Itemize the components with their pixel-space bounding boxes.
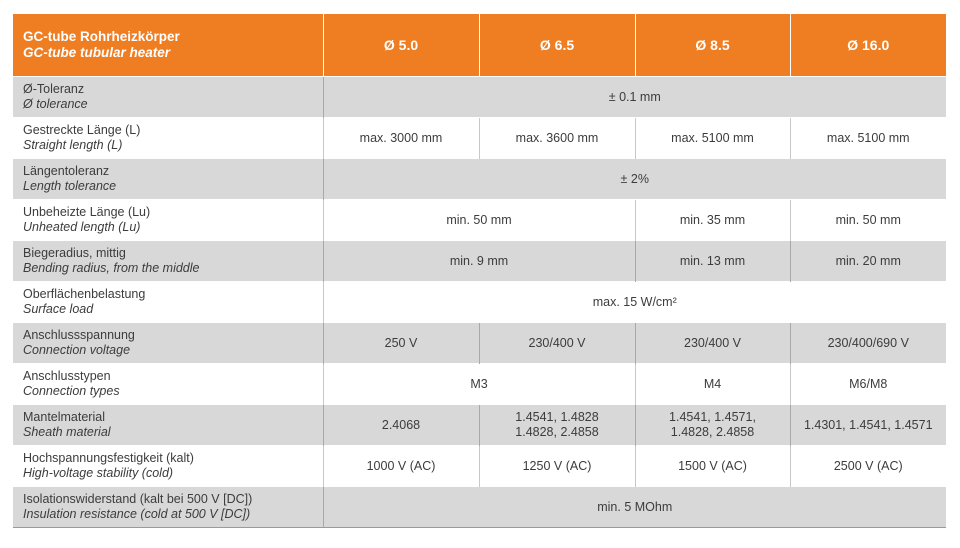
row-label-en: Sheath material: [23, 425, 111, 439]
row-label-de: Unbeheizte Länge (Lu): [23, 205, 151, 219]
table-cell: min. 5 MOhm: [323, 487, 946, 528]
table-cell: ± 2%: [323, 159, 946, 200]
row-label-en: Connection voltage: [23, 343, 131, 357]
table-cell: min. 9 mm: [323, 241, 635, 282]
table-cell: max. 3000 mm: [323, 118, 479, 159]
cell-line: 1.4541, 1.4828: [515, 410, 599, 424]
row-label-de: Mantelmaterial: [23, 410, 105, 424]
table-cell: max. 3600 mm: [479, 118, 635, 159]
table-row: [13, 364, 946, 405]
table-cell: [635, 405, 790, 446]
cell-line: 1.4828, 2.4858: [670, 425, 755, 439]
table-cell: 1250 V (AC): [479, 446, 635, 487]
row-label-en: Connection types: [23, 384, 120, 398]
row-label-de: Biegeradius, mittig: [23, 246, 126, 260]
table-cell: min. 50 mm: [323, 200, 635, 241]
row-label-en: Unheated length (Lu): [23, 220, 141, 234]
row-label-en: Insulation resistance (cold at 500 V [DC]): [23, 507, 251, 521]
row-label-de: Längentoleranz: [23, 164, 110, 178]
table-cell: min. 35 mm: [635, 200, 790, 241]
header-diameter: Ø 8.5: [635, 14, 790, 77]
table-cell: 2500 V (AC): [790, 446, 946, 487]
row-label-en: Ø tolerance: [23, 97, 88, 111]
row-label: [13, 446, 323, 487]
table-cell: ± 0.1 mm: [323, 77, 946, 118]
row-label-en: Straight length (L): [23, 138, 123, 152]
row-label: [13, 241, 323, 282]
table-cell: max. 15 W/cm²: [323, 282, 946, 323]
row-label: [13, 282, 323, 323]
table-cell: 230/400 V: [635, 323, 790, 364]
table-cell: M3: [323, 364, 635, 405]
header-row: [13, 14, 946, 77]
table-row: [13, 200, 946, 241]
table-row: [13, 159, 946, 200]
row-label-de: Isolationswiderstand (kalt bei 500 V [DC]): [23, 492, 253, 506]
table-cell: 1500 V (AC): [635, 446, 790, 487]
cell-line: 1.4541, 1.4571,: [669, 410, 756, 424]
row-label-de: Anschlussspannung: [23, 328, 135, 342]
row-label: [13, 159, 323, 200]
row-label-en: Bending radius, from the middle: [23, 261, 200, 275]
header-label-cell: [13, 14, 323, 77]
row-label-de: Hochspannungsfestigkeit (kalt): [23, 451, 194, 465]
table-cell: 2.4068: [323, 405, 479, 446]
table-cell: min. 20 mm: [790, 241, 946, 282]
header-label-en: GC-tube tubular heater: [23, 45, 171, 60]
header-diameter: Ø 6.5: [479, 14, 635, 77]
table-row: [13, 405, 946, 446]
row-label-de: Anschlusstypen: [23, 369, 111, 383]
row-label-en: Length tolerance: [23, 179, 117, 193]
table-cell: min. 50 mm: [790, 200, 946, 241]
header-diameter: Ø 5.0: [323, 14, 479, 77]
table-row: [13, 77, 946, 118]
row-label-de: Gestreckte Länge (L): [23, 123, 141, 137]
header-diameter: Ø 16.0: [790, 14, 946, 77]
row-label: [13, 364, 323, 405]
row-label: [13, 77, 323, 118]
table-cell: max. 5100 mm: [790, 118, 946, 159]
table-cell: 250 V: [323, 323, 479, 364]
header-label-de: GC-tube Rohrheizkörper: [23, 29, 180, 44]
row-label-en: High-voltage stability (cold): [23, 466, 174, 480]
table-cell: [479, 405, 635, 446]
spec-table: [13, 14, 946, 528]
row-label: [13, 487, 323, 528]
table-row: [13, 323, 946, 364]
row-label: [13, 200, 323, 241]
row-label: [13, 323, 323, 364]
cell-line: 1.4828, 2.4858: [515, 425, 599, 439]
table-cell: 1000 V (AC): [323, 446, 479, 487]
table-cell: M6/M8: [790, 364, 946, 405]
table-row: [13, 118, 946, 159]
table-cell: 230/400 V: [479, 323, 635, 364]
table-cell: min. 13 mm: [635, 241, 790, 282]
table-cell: 1.4301, 1.4541, 1.4571: [790, 405, 946, 446]
row-label: [13, 405, 323, 446]
table-row: [13, 487, 946, 528]
row-label-en: Surface load: [23, 302, 94, 316]
table-cell: 230/400/690 V: [790, 323, 946, 364]
table-row: [13, 446, 946, 487]
row-label: [13, 118, 323, 159]
row-label-de: Ø-Toleranz: [23, 82, 85, 96]
row-label-de: Oberflächenbelastung: [23, 287, 146, 301]
table-cell: M4: [635, 364, 790, 405]
table-row: [13, 282, 946, 323]
table-row: [13, 241, 946, 282]
table-cell: max. 5100 mm: [635, 118, 790, 159]
